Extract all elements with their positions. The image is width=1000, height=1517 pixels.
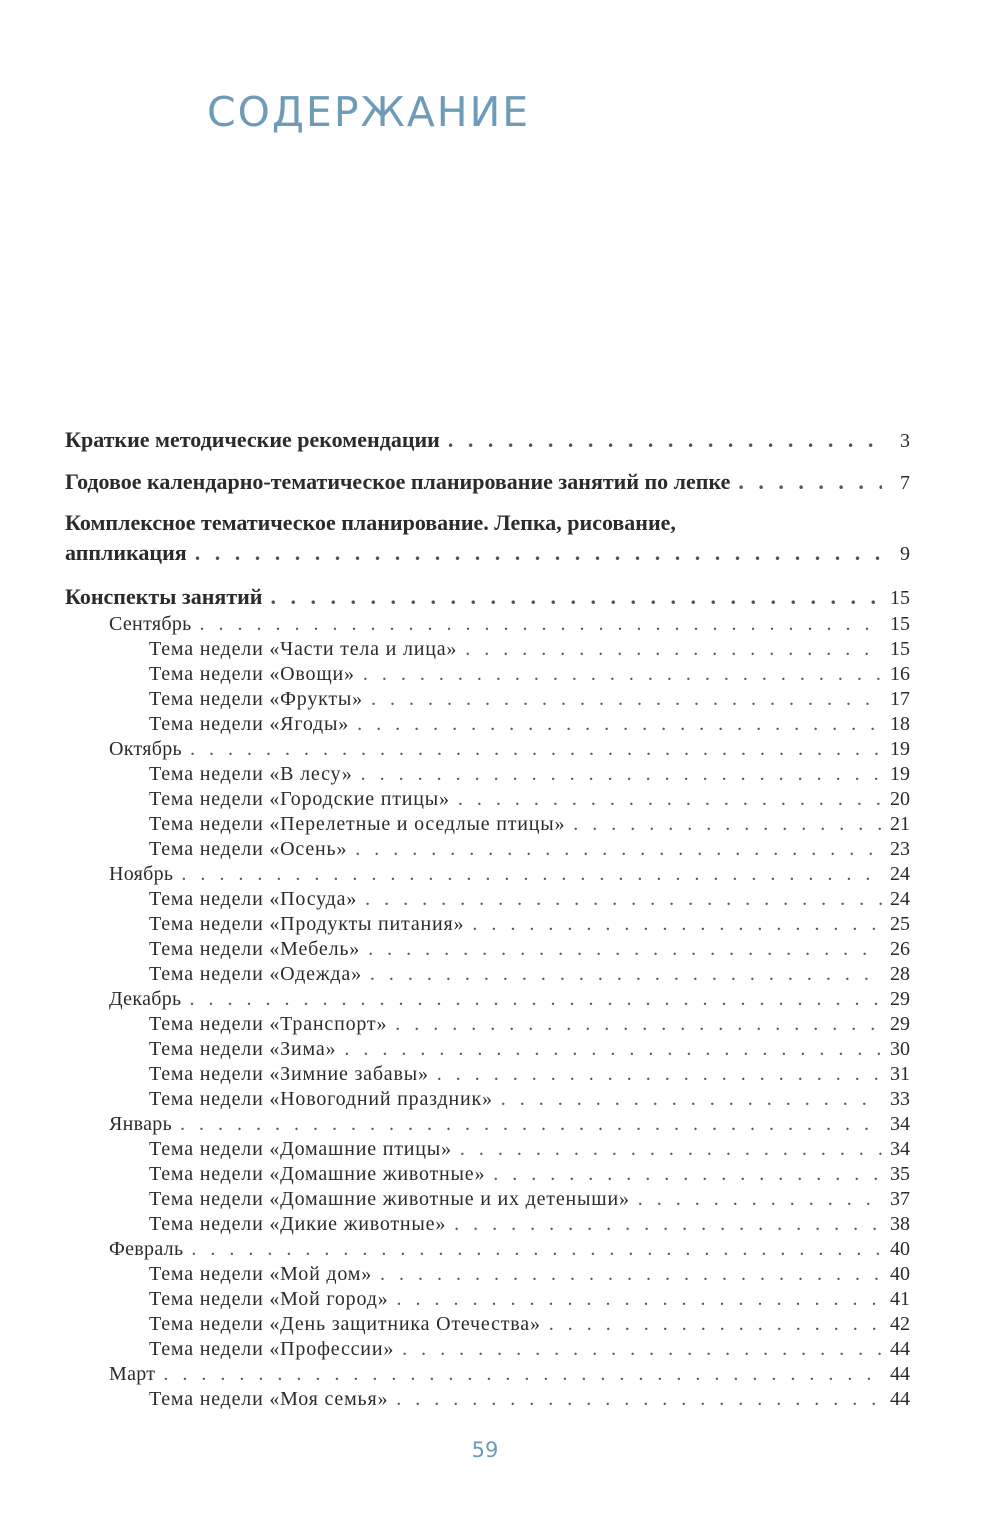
toc-week-entry[interactable] (65, 1387, 910, 1412)
toc-entry-label: Тема недели «Фрукты» (149, 688, 363, 710)
dot-leader (638, 1187, 882, 1212)
toc-entry-label: Тема недели «Домашние животные» (149, 1163, 486, 1185)
toc-entry-label: Тема недели «День защитника Отечества» (149, 1313, 541, 1335)
toc-entry-page: 44 (890, 1363, 910, 1385)
toc-week-entry[interactable] (65, 937, 910, 962)
toc-week-entry[interactable] (65, 687, 910, 712)
toc-week-entry[interactable] (65, 637, 910, 662)
dot-leader (163, 1362, 882, 1387)
toc-week-entry[interactable] (65, 1062, 910, 1087)
toc-entry-page: 24 (890, 863, 910, 885)
toc-month-entry[interactable] (65, 737, 910, 762)
dot-leader (738, 464, 882, 500)
toc-entry-label: Тема недели «Осень» (149, 838, 348, 860)
toc-entry-label: Тема недели «Транспорт» (149, 1013, 388, 1035)
months-list (65, 612, 910, 1412)
toc-entry-label: Тема недели «В лесу» (149, 763, 353, 785)
dot-leader (458, 787, 882, 812)
toc-entry-page: 21 (890, 813, 910, 835)
toc-week-entry[interactable] (65, 812, 910, 837)
dot-leader (363, 662, 882, 687)
toc-entry-label: Тема недели «Мой город» (149, 1288, 389, 1310)
toc-week-entry[interactable] (65, 1187, 910, 1212)
toc-entry-page: 3 (900, 430, 910, 452)
toc-week-entry[interactable] (65, 762, 910, 787)
toc-week-entry[interactable] (65, 1312, 910, 1337)
page-title: СОДЕРЖАНИЕ (207, 88, 531, 136)
toc-entry-label: Тема недели «Зимние забавы» (149, 1063, 429, 1085)
toc-week-entry[interactable] (65, 1212, 910, 1237)
toc-entry-page: 29 (890, 988, 910, 1010)
toc-entry-page: 20 (890, 788, 910, 810)
toc-entry-page: 35 (890, 1163, 910, 1185)
toc-entry-label: Тема недели «Части тела и лица» (149, 638, 458, 660)
toc-entry-label: Март (109, 1363, 156, 1385)
toc-month-entry[interactable] (65, 862, 910, 887)
toc-entry-page: 25 (890, 913, 910, 935)
toc-entry-label: Январь (109, 1113, 173, 1135)
toc-entry-page: 16 (890, 663, 910, 685)
toc-entry-page: 15 (890, 587, 910, 609)
dot-leader (355, 837, 882, 862)
toc-week-entry[interactable] (65, 1137, 910, 1162)
toc-entry-page: 30 (890, 1038, 910, 1060)
table-of-contents (65, 424, 910, 1412)
toc-entry-label: Тема недели «Ягоды» (149, 713, 350, 735)
dot-leader (549, 1312, 882, 1337)
dot-leader (465, 637, 882, 662)
dot-leader (195, 538, 882, 568)
toc-entry-recommendations[interactable] (65, 424, 910, 456)
toc-entry-label: Февраль (109, 1238, 184, 1260)
toc-entry-label: Тема недели «Одежда» (149, 963, 362, 985)
toc-entry-page: 23 (890, 838, 910, 860)
toc-entry-label: Краткие методические рекомендации (65, 427, 440, 452)
page-number: 59 (471, 1438, 499, 1462)
toc-month-entry[interactable] (65, 1112, 910, 1137)
toc-week-entry[interactable] (65, 837, 910, 862)
toc-entry-label: Тема недели «Профессии» (149, 1338, 395, 1360)
toc-entry-lesson-notes[interactable] (65, 582, 910, 612)
toc-entry-page: 44 (890, 1388, 910, 1410)
dot-leader (472, 912, 882, 937)
dot-leader (370, 962, 882, 987)
toc-week-entry[interactable] (65, 1287, 910, 1312)
dot-leader (454, 1212, 882, 1237)
dot-leader (395, 1012, 882, 1037)
toc-entry-complex-plan[interactable] (65, 508, 910, 568)
toc-entry-page: 34 (890, 1138, 910, 1160)
toc-entry-label: Тема недели «Домашние животные и их детеныши» (149, 1188, 630, 1210)
toc-entry-page: 31 (890, 1063, 910, 1085)
dot-leader (573, 812, 882, 837)
toc-entry-page: 33 (890, 1088, 910, 1110)
toc-entry-label: Тема недели «Городские птицы» (149, 788, 450, 810)
toc-entry-page: 15 (890, 613, 910, 635)
toc-week-entry[interactable] (65, 1012, 910, 1037)
dot-leader (191, 1237, 882, 1262)
toc-entry-label: Сентябрь (109, 613, 192, 635)
dot-leader (501, 1087, 882, 1112)
toc-entry-page: 38 (890, 1213, 910, 1235)
toc-entry-page: 40 (890, 1238, 910, 1260)
dot-leader (402, 1337, 882, 1362)
dot-leader (189, 987, 882, 1012)
toc-week-entry[interactable] (65, 662, 910, 687)
dot-leader (200, 612, 882, 637)
toc-entry-page: 26 (890, 938, 910, 960)
dot-leader (460, 1137, 882, 1162)
dot-leader (396, 1287, 882, 1312)
toc-entry-label: Тема недели «Посуда» (149, 888, 358, 910)
dot-leader (396, 1387, 882, 1412)
dot-leader (270, 582, 882, 612)
toc-entry-label: Тема недели «Мебель» (149, 938, 361, 960)
dot-leader (344, 1037, 882, 1062)
dot-leader (190, 737, 882, 762)
dot-leader (361, 762, 882, 787)
toc-entry-label: Тема недели «Моя семья» (149, 1388, 389, 1410)
dot-leader (180, 1112, 882, 1137)
dot-leader (368, 937, 882, 962)
toc-entry-label: Тема недели «Домашние птицы» (149, 1138, 452, 1160)
toc-entry-page: 15 (890, 638, 910, 660)
toc-entry-page: 40 (890, 1263, 910, 1285)
toc-entry-page: 28 (890, 963, 910, 985)
toc-entry-label: Тема недели «Продукты питания» (149, 913, 465, 935)
toc-entry-label: Тема недели «Овощи» (149, 663, 355, 685)
toc-week-entry[interactable] (65, 1162, 910, 1187)
toc-month-entry[interactable] (65, 987, 910, 1012)
toc-week-entry[interactable] (65, 1037, 910, 1062)
toc-entry-label: Ноябрь (109, 863, 174, 885)
toc-entry-page: 19 (890, 763, 910, 785)
toc-entry-page: 42 (890, 1313, 910, 1335)
toc-entry-page: 24 (890, 888, 910, 910)
toc-week-entry[interactable] (65, 1087, 910, 1112)
toc-month-entry[interactable] (65, 612, 910, 637)
dot-leader (437, 1062, 882, 1087)
toc-week-entry[interactable] (65, 1337, 910, 1362)
toc-month-entry[interactable] (65, 1237, 910, 1262)
toc-entry-annual-plan[interactable] (65, 464, 910, 500)
dot-leader (357, 712, 882, 737)
dot-leader (365, 887, 882, 912)
dot-leader (493, 1162, 882, 1187)
toc-entry-label: аппликация (65, 540, 187, 565)
toc-entry-page: 44 (890, 1338, 910, 1360)
toc-entry-label: Годовое календарно-тематическое планирование занятий по лепке (65, 469, 731, 494)
toc-entry-label: Октябрь (109, 738, 182, 760)
toc-week-entry[interactable] (65, 1262, 910, 1287)
toc-entry-page: 7 (900, 472, 910, 494)
toc-week-entry[interactable] (65, 887, 910, 912)
toc-entry-label: Конспекты занятий (65, 584, 263, 609)
toc-entry-page: 34 (890, 1113, 910, 1135)
toc-entry-page: 9 (900, 543, 910, 565)
toc-month-entry[interactable] (65, 1362, 910, 1387)
dot-leader (448, 424, 882, 456)
toc-week-entry[interactable] (65, 712, 910, 737)
toc-entry-page: 18 (890, 713, 910, 735)
toc-entry-page: 17 (890, 688, 910, 710)
toc-entry-label: Тема недели «Мой дом» (149, 1263, 373, 1285)
toc-week-entry[interactable] (65, 912, 910, 937)
toc-entry-label: Декабрь (109, 988, 182, 1010)
toc-entry-page: 19 (890, 738, 910, 760)
toc-entry-page: 29 (890, 1013, 910, 1035)
toc-week-entry[interactable] (65, 962, 910, 987)
dot-leader (380, 1262, 882, 1287)
toc-entry-label: Тема недели «Новогодний праздник» (149, 1088, 493, 1110)
toc-entry-label: Тема недели «Дикие животные» (149, 1213, 447, 1235)
dot-leader (371, 687, 882, 712)
toc-entry-label-line1: Комплексное тематическое планирование. Лепка, рисование, (65, 510, 676, 535)
toc-week-entry[interactable] (65, 787, 910, 812)
toc-entry-page: 41 (890, 1288, 910, 1310)
toc-entry-label: Тема недели «Зима» (149, 1038, 337, 1060)
toc-entry-page: 37 (890, 1188, 910, 1210)
dot-leader (181, 862, 882, 887)
toc-entry-label: Тема недели «Перелетные и оседлые птицы» (149, 813, 566, 835)
